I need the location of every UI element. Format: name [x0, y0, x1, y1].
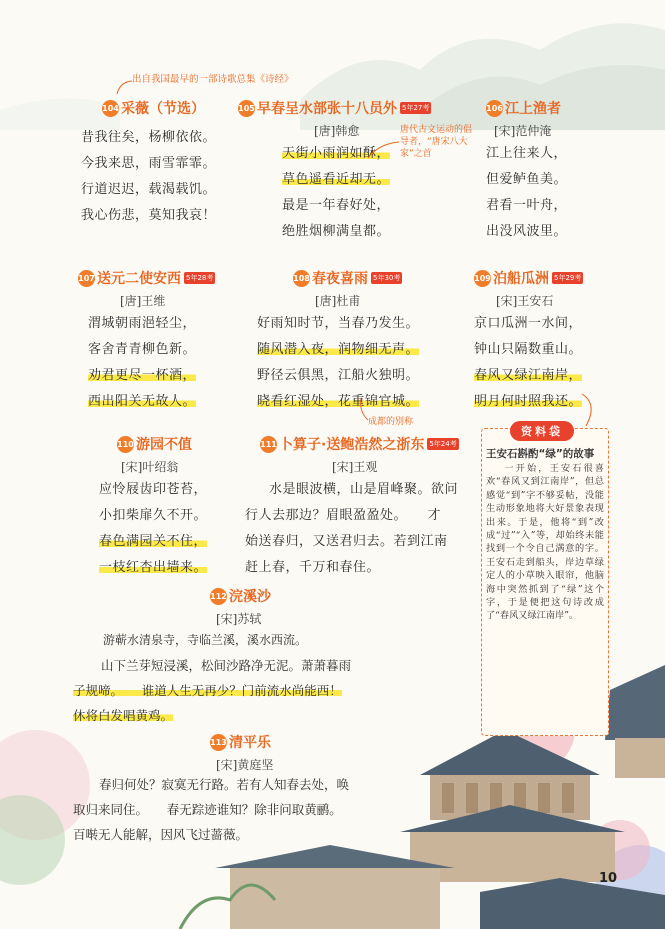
- poem-title-text: 游园不值: [136, 437, 192, 453]
- poem-author: [宋]王观: [332, 460, 378, 474]
- poem-line: 春归何处？寂寞无行路。若有人知春去处，唤: [99, 777, 350, 792]
- poem-number: 113: [210, 734, 227, 751]
- poem-line: 渭城朝雨浥轻尘，: [88, 316, 197, 331]
- poem-author: [宋]叶绍翁: [121, 460, 179, 474]
- poem-title-text: 春夜喜雨: [312, 271, 368, 287]
- poem-preface: 游蕲水清泉寺，寺临兰溪，溪水西流。: [103, 633, 308, 647]
- poem-author: [宋]苏轼: [216, 612, 262, 626]
- poem-line: 出没风波里。: [486, 224, 568, 239]
- poem-line: 春风又绿江南岸，: [474, 368, 583, 383]
- poem-line: 赶上春，千万和春住。: [245, 560, 381, 575]
- poem-number: 106: [486, 100, 503, 117]
- annotation-arrow: [578, 392, 600, 430]
- poem-title-text: 清平乐: [229, 735, 271, 751]
- poem-line: 应怜屐齿印苍苔，: [99, 482, 208, 497]
- annotation-arrow: [355, 396, 373, 422]
- poem-112: [210, 586, 271, 629]
- annotation-arrow: [112, 78, 134, 98]
- info-box-body: 一开始，王安石很喜欢“春风又到江南岸”，但总感觉“到”字不够妥帖，没能生动形象地将大好景象表现出来。于是，他将“到”改成“过”“入”等，却始终未能找到一个令自己满意的字。王安石走到船头，岸边草绿定人的小草映入眼帘，他脑海中突然抓到了“绿”这个字，于是便把这句诗改成了“春风又绿江南岸”。: [486, 463, 604, 622]
- poem-113-body: [73, 772, 483, 847]
- poem-line: 最是一年春好处，: [282, 198, 391, 213]
- shijing-annotation: 出自我国最早的一部诗歌总集《诗经》: [132, 74, 294, 85]
- poem-author: [宋]黄庭坚: [216, 758, 274, 772]
- poem-line: 昔我往矣，杨柳依依。: [81, 130, 217, 145]
- poem-number: 110: [117, 436, 134, 453]
- poem-title-text: 浣溪沙: [229, 589, 271, 605]
- poem-line: 一枝红杏出墙来。: [99, 560, 208, 575]
- poem-line: 客舍青青柳色新。: [88, 342, 197, 357]
- poem-author: [宋]王安石: [496, 294, 554, 308]
- poem-title: [238, 98, 431, 118]
- poem-line: 今我来思，雨雪霏霏。: [81, 156, 217, 171]
- poem-line: 休将白发唱黄鸡。: [73, 708, 174, 723]
- poem-113: [210, 732, 273, 775]
- poem-line: 绝胜烟柳满皇都。: [282, 224, 391, 239]
- poem-line: 钟山只隔数重山。: [474, 342, 583, 357]
- poem-line: 劝君更尽一杯酒，: [88, 368, 197, 383]
- poem-line: 但爱鲈鱼美。: [486, 172, 568, 187]
- poem-number: 109: [474, 270, 491, 287]
- poem-title: [260, 434, 459, 454]
- poem-number: 108: [293, 270, 310, 287]
- poem-number: 111: [260, 436, 277, 453]
- exam-badge: 5年24考: [429, 440, 457, 448]
- poem-line: 草色遥看近却无。: [282, 172, 391, 187]
- poem-104: [81, 98, 217, 229]
- poem-line: 百啭无人能解，因风飞过蔷薇。: [73, 827, 249, 842]
- poem-title-text: 江上渔者: [505, 101, 561, 117]
- poem-line: 始送春归，又送君归去。若到江南: [245, 534, 448, 549]
- info-box-tag: 资料袋: [510, 421, 574, 441]
- poem-title: [210, 586, 271, 606]
- poem-title: [78, 268, 215, 288]
- poem-line: 小扣柴扉久不开。: [99, 508, 208, 523]
- poem-line: 西出阳关无故人。: [88, 394, 197, 409]
- poem-number: 105: [238, 100, 255, 117]
- poem-111: [245, 434, 459, 581]
- poem-line: 随风潜入夜，润物细无声。: [257, 342, 420, 357]
- info-box-title: 王安石斟酌“绿”的故事: [486, 448, 595, 460]
- exam-badge: 5年27考: [402, 104, 430, 112]
- poem-title: [117, 434, 207, 454]
- poem-title: [210, 732, 273, 752]
- poem-author: [宋]范仲淹: [494, 124, 552, 138]
- poem-author: [唐]王维: [120, 294, 166, 308]
- poem-line: 行道迟迟，载渴载饥。: [81, 182, 217, 197]
- poem-106: [486, 98, 567, 245]
- exam-badge: 5年30考: [373, 274, 401, 282]
- hanyu-annotation: 唐代古文运动的倡导者，“唐宋八大家”之首: [400, 125, 473, 159]
- poem-line: 晓看红湿处，花重锦官城。: [257, 394, 420, 409]
- poem-line: 水是眼波横，山是眉峰聚。欲问: [269, 482, 459, 497]
- poem-line: 君看一叶舟，: [486, 198, 568, 213]
- poem-line: 明月何时照我还。: [474, 394, 583, 409]
- poem-105: [238, 98, 431, 245]
- poem-title: [486, 98, 567, 118]
- poem-title-text: 采薇（节选）: [121, 101, 205, 117]
- exam-badge: 5年29考: [554, 274, 582, 282]
- poem-112-body: [73, 628, 473, 728]
- poem-line: 野径云俱黑，江船火独明。: [257, 368, 420, 383]
- poem-title-text: 卜算子·送鲍浩然之浙东: [279, 437, 425, 453]
- exam-badge: 5年28考: [186, 274, 214, 282]
- annotation-arrow: [364, 138, 400, 160]
- poem-number: 104: [102, 100, 119, 117]
- poem-line: 好雨知时节，当春乃发生。: [257, 316, 420, 331]
- poem-line: 江上往来人，: [486, 146, 568, 161]
- poem-line: 山下兰芽短浸溪，松间沙路净无泥。萧萧暮雨: [101, 658, 352, 673]
- poem-line: 子规啼。 谁道人生无再少？门前流水尚能西！: [73, 683, 342, 698]
- chengdu-annotation: 成都的别称: [368, 417, 414, 427]
- poem-title-text: 早春呈水部张十八员外: [257, 101, 397, 117]
- poem-title: [293, 268, 419, 288]
- poem-line: 京口瓜洲一水间，: [474, 316, 583, 331]
- poem-title: [102, 98, 216, 118]
- poem-number: 112: [210, 588, 227, 605]
- poem-title: [474, 268, 583, 288]
- poem-title-text: 泊船瓜洲: [493, 271, 549, 287]
- poem-line: 春色满园关不住，: [99, 534, 208, 549]
- poem-line: 天街小雨润如酥，: [282, 146, 391, 161]
- page-number: 10: [599, 871, 618, 886]
- poem-108: [257, 268, 420, 415]
- poem-109: [474, 268, 583, 415]
- poem-author: [唐]韩愈: [314, 124, 360, 138]
- poem-107: [78, 268, 215, 415]
- poem-author: [唐]杜甫: [315, 294, 361, 308]
- poem-line: 取归来同住。 春无踪迹谁知？除非问取黄鹂。: [73, 802, 342, 817]
- poem-line: 行人去那边？眉眼盈盈处。 才: [245, 508, 442, 523]
- poem-line: 我心伤悲，莫知我哀！: [81, 208, 217, 223]
- poem-110: [99, 434, 208, 581]
- poem-number: 107: [78, 270, 95, 287]
- poem-title-text: 送元二使安西: [97, 271, 181, 287]
